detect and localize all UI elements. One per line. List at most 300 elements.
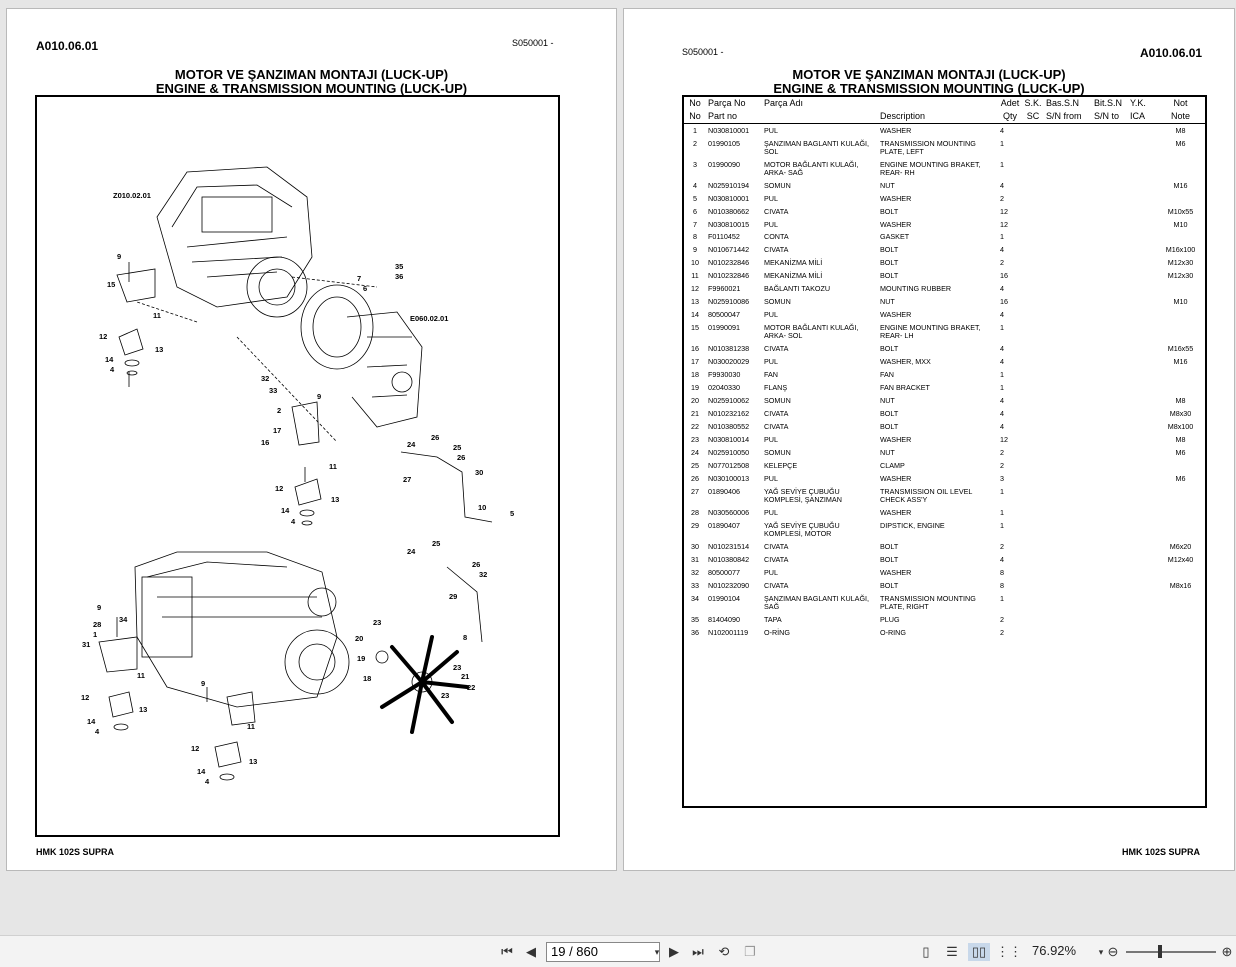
row-ica bbox=[1128, 369, 1156, 382]
row-sn-from bbox=[1044, 270, 1092, 283]
row-sc bbox=[1022, 205, 1044, 218]
row-part-name: CIVATA bbox=[764, 581, 789, 591]
col-header-en: Qty bbox=[1002, 111, 1017, 121]
row-qty: 12 bbox=[1000, 435, 1008, 445]
table-row bbox=[684, 486, 1205, 507]
row-qty: 4 bbox=[1000, 180, 1004, 190]
row-no: 16 bbox=[691, 344, 699, 354]
row-ica bbox=[1128, 554, 1156, 567]
row-part-name: ŞANZIMAN BAGLANTI KULAĞI, SAĞ bbox=[764, 594, 870, 612]
row-sn-to bbox=[1092, 613, 1128, 626]
callout-11c: 11 bbox=[137, 671, 145, 680]
row-sn-from bbox=[1044, 218, 1092, 231]
row-no: 21 bbox=[691, 409, 699, 419]
row-note: M6 bbox=[1175, 448, 1186, 458]
callout-18: 18 bbox=[363, 674, 372, 683]
row-ica bbox=[1128, 408, 1156, 421]
table-row bbox=[684, 520, 1205, 541]
row-description: NUT bbox=[880, 396, 895, 406]
engine-lower-outline bbox=[135, 552, 337, 707]
exploded-view-drawing bbox=[37, 97, 558, 835]
callout-12b: 12 bbox=[275, 484, 284, 493]
row-part-name: KELEPÇE bbox=[764, 461, 798, 471]
row-no: 9 bbox=[693, 245, 697, 255]
row-sn-to bbox=[1092, 460, 1128, 473]
label-trans-ref: E060.02.01 bbox=[410, 314, 449, 323]
left-page bbox=[6, 8, 617, 871]
row-ica bbox=[1128, 322, 1156, 343]
table-row bbox=[684, 473, 1205, 486]
row-sn-to bbox=[1092, 322, 1128, 343]
row-sc bbox=[1022, 322, 1044, 343]
row-part-no: N025910062 bbox=[708, 396, 750, 406]
row-description: BOLT bbox=[880, 542, 899, 552]
row-note: M6 bbox=[1175, 138, 1186, 148]
row-part-name: SOMUN bbox=[764, 297, 791, 307]
row-sc bbox=[1022, 356, 1044, 369]
parts-table bbox=[684, 97, 1205, 639]
row-sn-to bbox=[1092, 218, 1128, 231]
callout-11: 11 bbox=[153, 311, 161, 320]
row-ica bbox=[1128, 356, 1156, 369]
col-header-en: Description bbox=[880, 111, 926, 121]
row-description: TRANSMISSION MOUNTING PLATE, LEFT bbox=[880, 138, 976, 156]
callout-23b: 23 bbox=[453, 663, 462, 672]
row-description: BOLT bbox=[880, 344, 899, 354]
row-part-name: PUL bbox=[764, 310, 778, 320]
row-ica bbox=[1128, 486, 1156, 507]
mount-bracket-15 bbox=[117, 269, 155, 302]
viewer-toolbar bbox=[0, 935, 1236, 967]
row-part-no: N010232090 bbox=[708, 581, 750, 591]
row-sn-from bbox=[1044, 137, 1092, 158]
row-sn-to bbox=[1092, 205, 1128, 218]
row-qty: 1 bbox=[1000, 232, 1004, 242]
row-description: PLUG bbox=[880, 615, 900, 625]
row-qty: 3 bbox=[1000, 474, 1004, 484]
row-sn-from bbox=[1044, 322, 1092, 343]
row-part-name: CIVATA bbox=[764, 555, 789, 565]
row-note bbox=[1156, 626, 1205, 639]
row-note: M8x30 bbox=[1169, 409, 1192, 419]
col-header-tr: Bas.S.N bbox=[1046, 98, 1080, 108]
row-part-no: N102001119 bbox=[708, 628, 749, 638]
mount-rubber-lower bbox=[295, 479, 321, 505]
row-sn-to bbox=[1092, 158, 1128, 179]
row-note: M10x55 bbox=[1167, 206, 1194, 216]
row-sn-from bbox=[1044, 447, 1092, 460]
row-note bbox=[1156, 613, 1205, 626]
col-header-en: SC bbox=[1026, 111, 1040, 121]
mount-rubber-12 bbox=[119, 329, 143, 355]
row-part-no: 01990091 bbox=[708, 323, 740, 333]
row-sn-from bbox=[1044, 192, 1092, 205]
label-engine-ref: Z010.02.01 bbox=[113, 191, 151, 200]
table-row bbox=[684, 124, 1205, 137]
row-no: 23 bbox=[691, 435, 699, 445]
row-description: NUT bbox=[880, 448, 895, 458]
row-sc bbox=[1022, 137, 1044, 158]
row-qty: 2 bbox=[1000, 461, 1004, 471]
row-qty: 1 bbox=[1000, 383, 1004, 393]
row-part-name: CIVATA bbox=[764, 245, 789, 255]
row-description: BOLT bbox=[880, 409, 899, 419]
row-sn-from bbox=[1044, 124, 1092, 137]
footer-model: HMK 102S SUPRA bbox=[1122, 847, 1201, 857]
row-ica bbox=[1128, 270, 1156, 283]
row-qty: 16 bbox=[1000, 271, 1008, 281]
table-row bbox=[684, 408, 1205, 421]
row-no: 19 bbox=[691, 383, 699, 393]
table-row bbox=[684, 205, 1205, 218]
row-sc bbox=[1022, 382, 1044, 395]
row-ica bbox=[1128, 507, 1156, 520]
row-no: 25 bbox=[691, 461, 699, 471]
row-sn-from bbox=[1044, 356, 1092, 369]
row-ica bbox=[1128, 395, 1156, 408]
table-row bbox=[684, 421, 1205, 434]
row-sn-from bbox=[1044, 507, 1092, 520]
row-part-no: 80500047 bbox=[708, 310, 740, 320]
page-code: A010.06.01 bbox=[36, 39, 99, 53]
callout-26c: 26 bbox=[472, 560, 481, 569]
row-part-no: N010232846 bbox=[708, 258, 750, 268]
row-sc bbox=[1022, 124, 1044, 137]
col-header-en: Part no bbox=[708, 111, 738, 121]
callout-17: 17 bbox=[273, 426, 282, 435]
table-row bbox=[684, 270, 1205, 283]
row-note: M8x16 bbox=[1169, 581, 1192, 591]
table-row bbox=[684, 179, 1205, 192]
row-description: FAN bbox=[880, 370, 894, 380]
two-page-scroll-icon[interactable]: ⋮⋮ bbox=[996, 944, 1022, 959]
row-note bbox=[1156, 369, 1205, 382]
row-no: 34 bbox=[691, 594, 699, 604]
callout-14c: 14 bbox=[87, 717, 96, 726]
row-sn-from bbox=[1044, 179, 1092, 192]
continuous-icon[interactable]: ☰ bbox=[946, 944, 958, 959]
row-part-no: N030560006 bbox=[708, 508, 750, 518]
row-ica bbox=[1128, 580, 1156, 593]
callout-36: 36 bbox=[395, 272, 404, 281]
col-header-en: ICA bbox=[1130, 111, 1146, 121]
row-note: M8 bbox=[1175, 125, 1186, 135]
row-description: WASHER bbox=[880, 310, 912, 320]
callout-21: 21 bbox=[461, 672, 470, 681]
callout-20: 20 bbox=[355, 634, 364, 643]
row-sn-to bbox=[1092, 507, 1128, 520]
row-description: BOLT bbox=[880, 271, 899, 281]
callout-14d: 14 bbox=[197, 767, 206, 776]
row-part-no: F0110452 bbox=[708, 232, 740, 242]
row-sc bbox=[1022, 520, 1044, 541]
row-sc bbox=[1022, 231, 1044, 244]
row-sc bbox=[1022, 369, 1044, 382]
table-row bbox=[684, 309, 1205, 322]
row-part-no: 81404090 bbox=[708, 615, 740, 625]
row-qty: 1 bbox=[1000, 594, 1004, 604]
callout-16: 16 bbox=[261, 438, 270, 447]
col-header-en bbox=[762, 110, 878, 124]
row-qty: 4 bbox=[1000, 245, 1004, 255]
row-ica bbox=[1128, 205, 1156, 218]
zoom-slider-thumb[interactable] bbox=[1158, 945, 1162, 958]
row-qty: 8 bbox=[1000, 581, 1004, 591]
col-header-en: S/N to bbox=[1094, 111, 1120, 121]
row-sn-to bbox=[1092, 369, 1128, 382]
row-no: 15 bbox=[691, 323, 699, 333]
row-description: NUT bbox=[880, 297, 895, 307]
row-qty: 1 bbox=[1000, 521, 1004, 531]
two-page-icon[interactable]: ▯▯ bbox=[968, 943, 990, 961]
callout-1: 1 bbox=[93, 630, 98, 639]
header-row-tr bbox=[684, 97, 1205, 110]
row-description: WASHER, MXX bbox=[880, 357, 931, 367]
col-header-tr: Y.K. bbox=[1130, 98, 1146, 108]
callout-24b: 24 bbox=[407, 547, 416, 556]
table-row bbox=[684, 244, 1205, 257]
page-dropdown-icon[interactable]: ▾ bbox=[654, 947, 660, 957]
callout-26b: 26 bbox=[457, 453, 466, 462]
zoom-dropdown-icon[interactable]: ▾ bbox=[1098, 947, 1104, 957]
row-description: DIPSTICK, ENGINE bbox=[880, 521, 945, 531]
row-ica bbox=[1128, 124, 1156, 137]
callout-7: 7 bbox=[357, 274, 362, 283]
row-sc bbox=[1022, 218, 1044, 231]
row-qty: 1 bbox=[1000, 370, 1004, 380]
row-no: 1 bbox=[693, 125, 697, 135]
row-part-no: N030810014 bbox=[708, 435, 750, 445]
callout-13c: 13 bbox=[139, 705, 148, 714]
table-row bbox=[684, 382, 1205, 395]
row-description: BOLT bbox=[880, 422, 899, 432]
right-page bbox=[623, 8, 1235, 871]
row-sc bbox=[1022, 408, 1044, 421]
row-note: M16x55 bbox=[1167, 344, 1194, 354]
table-row bbox=[684, 580, 1205, 593]
row-ica bbox=[1128, 541, 1156, 554]
copy-icon[interactable]: ❐ bbox=[744, 944, 756, 959]
row-no: 4 bbox=[693, 180, 697, 190]
engine-upper-outline bbox=[157, 167, 312, 307]
row-sn-to bbox=[1092, 137, 1128, 158]
row-part-no: N010232162 bbox=[708, 409, 750, 419]
row-part-name: FAN bbox=[764, 370, 778, 380]
row-sn-from bbox=[1044, 158, 1092, 179]
row-sn-from bbox=[1044, 369, 1092, 382]
row-part-no: N030020029 bbox=[708, 357, 750, 367]
row-sc bbox=[1022, 554, 1044, 567]
table-row bbox=[684, 158, 1205, 179]
callout-12: 12 bbox=[99, 332, 108, 341]
row-no: 27 bbox=[691, 487, 699, 497]
callout-12d: 12 bbox=[191, 744, 200, 753]
row-sn-from bbox=[1044, 473, 1092, 486]
row-part-name: SOMUN bbox=[764, 180, 791, 190]
row-sn-from bbox=[1044, 296, 1092, 309]
last-page-icon[interactable]: ⏭ bbox=[692, 944, 704, 959]
zoom-in-icon[interactable]: ⊕ bbox=[1221, 944, 1233, 959]
row-part-name: MEKANİZMA MİLİ bbox=[764, 258, 823, 268]
row-sn-from bbox=[1044, 554, 1092, 567]
row-sc bbox=[1022, 580, 1044, 593]
row-part-name: CIVATA bbox=[764, 422, 789, 432]
row-note bbox=[1156, 158, 1205, 179]
table-row bbox=[684, 447, 1205, 460]
row-qty: 2 bbox=[1000, 542, 1004, 552]
callout-26: 26 bbox=[431, 433, 440, 442]
row-sn-to bbox=[1092, 447, 1128, 460]
row-part-no: N025910086 bbox=[708, 297, 750, 307]
row-sc bbox=[1022, 592, 1044, 613]
row-ica bbox=[1128, 592, 1156, 613]
row-part-name: ŞANZIMAN BAGLANTI KULAĞI, SOL bbox=[764, 138, 870, 156]
col-header-tr: No bbox=[689, 98, 701, 108]
first-page-icon[interactable]: ⏮ bbox=[501, 944, 513, 959]
row-note bbox=[1156, 507, 1205, 520]
row-no: 31 bbox=[691, 555, 699, 565]
row-part-name: PUL bbox=[764, 474, 778, 484]
title-tr: MOTOR VE ŞANZIMAN MONTAJI (LUCK-UP) bbox=[174, 67, 449, 82]
row-sc bbox=[1022, 447, 1044, 460]
callout-4c: 4 bbox=[95, 727, 100, 736]
row-sc bbox=[1022, 434, 1044, 447]
row-part-name: YAĞ SEVİYE ÇUBUĞU KOMPLESİ, ŞANZIMAN bbox=[764, 487, 842, 505]
page-number-input[interactable]: 19 / 860 bbox=[546, 942, 660, 962]
title-en: ENGINE & TRANSMISSION MOUNTING (LUCK-UP) bbox=[155, 81, 468, 96]
row-part-name: CONTA bbox=[764, 232, 789, 242]
row-note bbox=[1156, 322, 1205, 343]
row-ica bbox=[1128, 244, 1156, 257]
row-part-no: N010381238 bbox=[708, 344, 750, 354]
row-sc bbox=[1022, 421, 1044, 434]
row-qty: 1 bbox=[1000, 138, 1004, 148]
row-part-no: 80500077 bbox=[708, 568, 740, 578]
row-qty: 1 bbox=[1000, 159, 1004, 169]
row-ica bbox=[1128, 460, 1156, 473]
row-ica bbox=[1128, 218, 1156, 231]
table-row bbox=[684, 296, 1205, 309]
row-part-name: SOMUN bbox=[764, 448, 791, 458]
single-page-icon[interactable]: ▯ bbox=[922, 944, 930, 959]
row-no: 26 bbox=[691, 474, 699, 484]
footer-model: HMK 102S SUPRA bbox=[36, 847, 115, 857]
row-description: FAN BRACKET bbox=[880, 383, 930, 393]
row-no: 3 bbox=[693, 159, 697, 169]
next-page-icon[interactable]: ▶ bbox=[669, 944, 679, 959]
row-sc bbox=[1022, 460, 1044, 473]
row-sn-to bbox=[1092, 541, 1128, 554]
callout-28: 28 bbox=[93, 620, 102, 629]
row-sn-from bbox=[1044, 626, 1092, 639]
row-sn-from bbox=[1044, 395, 1092, 408]
row-qty: 2 bbox=[1000, 258, 1004, 268]
zoom-out-icon[interactable]: ⊖ bbox=[1107, 944, 1119, 959]
callout-23c: 23 bbox=[441, 691, 450, 700]
row-part-no: 01990105 bbox=[708, 138, 740, 148]
row-part-name: PUL bbox=[764, 568, 778, 578]
row-sc bbox=[1022, 343, 1044, 356]
row-sn-to bbox=[1092, 309, 1128, 322]
row-ica bbox=[1128, 434, 1156, 447]
zoom-slider-track[interactable] bbox=[1126, 951, 1216, 953]
row-note bbox=[1156, 382, 1205, 395]
row-note: M12x40 bbox=[1167, 555, 1194, 565]
row-ica bbox=[1128, 520, 1156, 541]
row-sn-to bbox=[1092, 270, 1128, 283]
row-description: WASHER bbox=[880, 508, 912, 518]
col-header-en: No bbox=[689, 111, 701, 121]
row-no: 7 bbox=[693, 219, 697, 229]
row-part-name: FLANŞ bbox=[764, 383, 788, 393]
row-no: 20 bbox=[691, 396, 699, 406]
callout-13b: 13 bbox=[331, 495, 340, 504]
row-qty: 4 bbox=[1000, 284, 1004, 294]
row-note bbox=[1156, 567, 1205, 580]
callout-22: 22 bbox=[467, 683, 476, 692]
rotate-icon[interactable]: ⟲ bbox=[718, 944, 730, 959]
row-part-no: N010671442 bbox=[708, 245, 750, 255]
row-sc bbox=[1022, 486, 1044, 507]
callout-12c: 12 bbox=[81, 693, 90, 702]
row-sn-to bbox=[1092, 473, 1128, 486]
row-part-no: N025910194 bbox=[708, 180, 750, 190]
row-part-name: PUL bbox=[764, 219, 778, 229]
callout-4d: 4 bbox=[205, 777, 210, 786]
row-sn-to bbox=[1092, 421, 1128, 434]
row-sc bbox=[1022, 567, 1044, 580]
row-sn-from bbox=[1044, 205, 1092, 218]
row-sc bbox=[1022, 541, 1044, 554]
callout-25: 25 bbox=[453, 443, 462, 452]
row-part-name: SOMUN bbox=[764, 396, 791, 406]
row-part-no: N010231514 bbox=[708, 542, 750, 552]
row-note bbox=[1156, 309, 1205, 322]
row-sn-to bbox=[1092, 592, 1128, 613]
row-sc bbox=[1022, 309, 1044, 322]
row-note: M6 bbox=[1175, 474, 1186, 484]
row-no: 30 bbox=[691, 542, 699, 552]
row-no: 24 bbox=[691, 448, 699, 458]
row-sc bbox=[1022, 192, 1044, 205]
row-no: 12 bbox=[691, 284, 699, 294]
row-description: BOLT bbox=[880, 581, 899, 591]
row-sn-from bbox=[1044, 541, 1092, 554]
row-sn-from bbox=[1044, 580, 1092, 593]
row-ica bbox=[1128, 296, 1156, 309]
row-part-no: N010380662 bbox=[708, 206, 750, 216]
row-no: 10 bbox=[691, 258, 699, 268]
prev-page-icon[interactable]: ◀ bbox=[526, 944, 536, 959]
row-no: 13 bbox=[691, 297, 699, 307]
row-sn-from bbox=[1044, 257, 1092, 270]
row-part-name: MOTOR BAĞLANTI KULAĞI, ARKA- SAĞ bbox=[764, 159, 859, 177]
zoom-level[interactable]: 76.92% bbox=[1032, 943, 1077, 958]
table-row bbox=[684, 434, 1205, 447]
row-note: M8 bbox=[1175, 435, 1186, 445]
row-sc bbox=[1022, 270, 1044, 283]
row-sn-from bbox=[1044, 567, 1092, 580]
callout-31: 31 bbox=[82, 640, 91, 649]
row-qty: 1 bbox=[1000, 487, 1004, 497]
row-description: WASHER bbox=[880, 435, 912, 445]
row-description: ENGINE MOUNTING BRAKET, REAR- RH bbox=[880, 159, 981, 177]
callout-11b: 11 bbox=[329, 462, 337, 471]
row-sn-to bbox=[1092, 124, 1128, 137]
callout-15: 15 bbox=[107, 280, 116, 289]
row-part-name: BAĞLANTI TAKOZU bbox=[764, 284, 831, 294]
row-sn-to bbox=[1092, 395, 1128, 408]
